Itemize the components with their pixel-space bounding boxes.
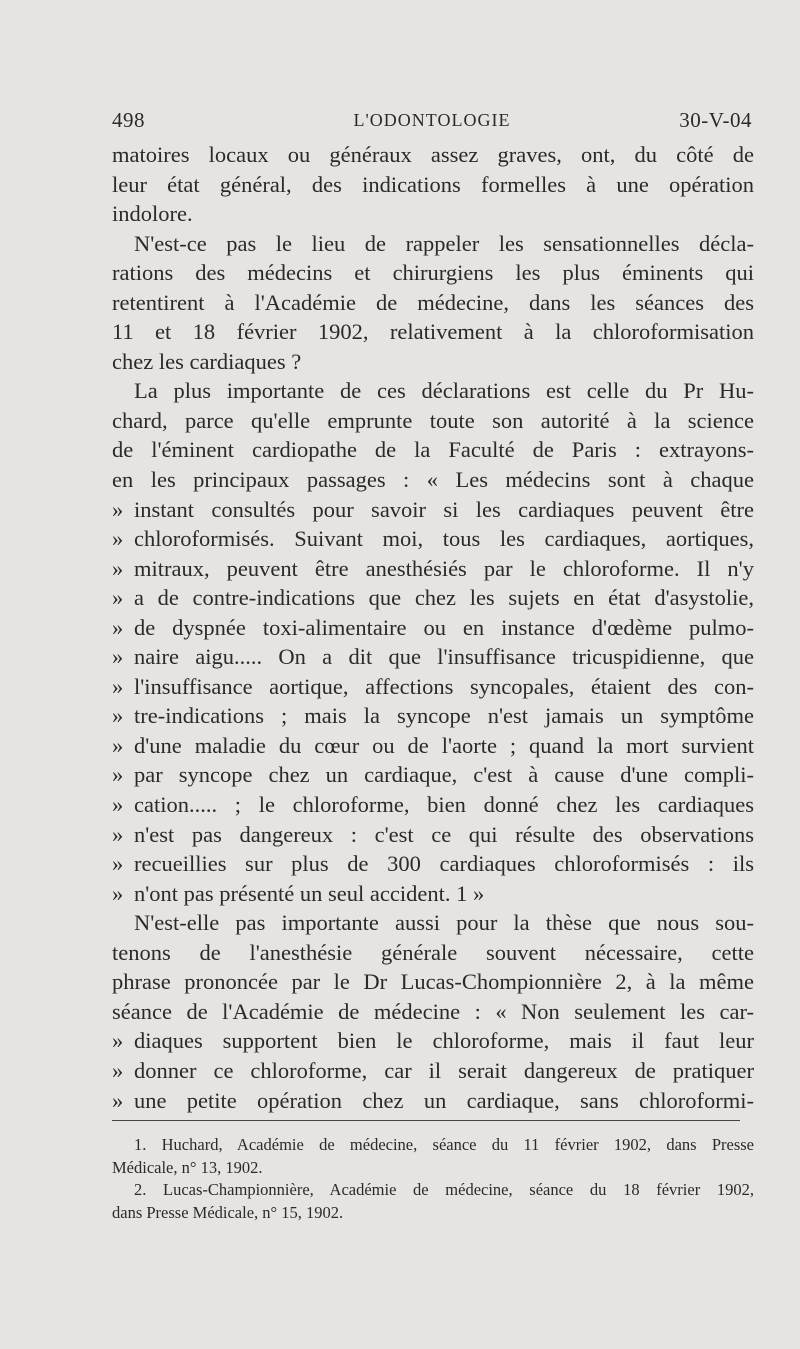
text-line: matoires locaux ou généraux assez graves, ont, du côté de — [112, 142, 754, 167]
quote-text: instant consultés pour savoir si les cardiaques peuvent être — [134, 496, 754, 522]
text-line: indolore. — [112, 201, 193, 227]
quote-mark: » — [112, 526, 124, 552]
text-line: N'est-elle pas importante aussi pour la thèse que nous sou- — [134, 910, 754, 936]
quote-line — [112, 849, 754, 879]
quote-mark: » — [112, 1028, 124, 1054]
footnote-line: 1. Huchard, Académie de médecine, séance du 11 février 1902, dans Presse — [134, 1135, 754, 1154]
quote-mark: » — [112, 703, 124, 729]
quote-line — [112, 1086, 754, 1116]
journal-title: L'ODONTOLOGIE — [353, 110, 511, 130]
quote-text: une petite opération chez un cardiaque, sans chloroformi- — [134, 1087, 754, 1113]
text-line: phrase prononcée par le Dr Lucas-Chompionnière 2, à la même — [112, 969, 754, 995]
quote-line — [112, 820, 754, 850]
quote-mark: » — [112, 496, 124, 522]
quote-line — [112, 731, 754, 761]
text-line: chard, parce qu'elle emprunte toute son autorité à la science — [112, 407, 754, 433]
quote-text: d'une maladie du cœur ou de l'aorte ; quand la mort survient — [134, 732, 754, 758]
text-line: 11 et 18 février 1902, relativement à la chloroformisation — [112, 319, 754, 345]
quote-line — [112, 642, 754, 672]
quote-mark: » — [112, 644, 124, 670]
issue-date: 30-V-04 — [679, 108, 752, 132]
quote-text: a de contre-indications que chez les sujets en état d'asystolie, — [134, 585, 754, 611]
text-line: séance de l'Académie de médecine : « Non seulement les car- — [112, 998, 754, 1024]
quote-text: n'ont pas présenté un seul accident. 1 » — [134, 880, 485, 906]
quote-mark: » — [112, 555, 124, 581]
quote-line — [112, 790, 754, 820]
quote-mark: » — [112, 732, 124, 758]
quote-mark: » — [112, 1087, 124, 1113]
quote-mark: » — [112, 880, 124, 906]
quote-text: mitraux, peuvent être anesthésiés par le chloroforme. Il n'y — [134, 555, 754, 581]
footnotes — [112, 1134, 754, 1224]
text-line: N'est-ce pas le lieu de rappeler les sensationnelles décla- — [134, 230, 754, 256]
quote-text: diaques supportent bien le chloroforme, mais il faut leur — [134, 1028, 754, 1054]
quote-text: recueillies sur plus de 300 cardiaques chloroformisés : ils — [134, 851, 754, 877]
quote-text: tre-indications ; mais la syncope n'est jamais un symptôme — [134, 703, 754, 729]
quote-text: n'est pas dangereux : c'est ce qui résulte des observations — [134, 821, 754, 847]
quote-line — [112, 672, 754, 702]
quote-mark: » — [112, 614, 124, 640]
text-line: retentirent à l'Académie de médecine, dans les séances des — [112, 289, 754, 315]
quote-text: donner ce chloroforme, car il serait dangereux de pratiquer — [134, 1057, 754, 1083]
quote-line — [112, 524, 754, 554]
quote-line — [112, 1026, 754, 1056]
quote-mark: » — [112, 673, 124, 699]
quote-text: chloroformisés. Suivant moi, tous les cardiaques, aortiques, — [134, 526, 754, 552]
quote-line — [112, 760, 754, 790]
page-number: 498 — [112, 108, 145, 132]
text-line: en les principaux passages : « Les médecins sont à chaque — [112, 467, 754, 493]
main-text — [112, 140, 754, 1115]
running-header — [112, 108, 752, 138]
footnote-line: dans Presse Médicale, n° 15, 1902. — [112, 1202, 344, 1222]
quote-text: l'insuffisance aortique, affections syncopales, étaient des con- — [134, 673, 754, 699]
quote-text: par syncope chez un cardiaque, c'est à cause d'une compli- — [134, 762, 754, 788]
quote-line — [112, 495, 754, 525]
footnote-separator — [112, 1120, 740, 1121]
quote-mark: » — [112, 585, 124, 611]
quote-line — [112, 583, 754, 613]
quote-line — [112, 554, 754, 584]
quote-line — [112, 701, 754, 731]
quote-text: naire aigu..... On a dit que l'insuffisance tricuspidienne, que — [134, 644, 754, 670]
quote-mark: » — [112, 851, 124, 877]
quote-mark: » — [112, 792, 124, 818]
quote-text: de dyspnée toxi-alimentaire ou en instance d'œdème pulmo- — [134, 614, 754, 640]
text-line: tenons de l'anesthésie générale souvent nécessaire, cette — [112, 939, 754, 965]
text-line: de l'éminent cardiopathe de la Faculté de Paris : extrayons- — [112, 437, 754, 463]
footnote-line: 2. Lucas-Championnière, Académie de médecine, séance du 18 février 1902, — [134, 1180, 754, 1199]
footnote-line: Médicale, n° 13, 1902. — [112, 1157, 263, 1177]
text-line: La plus importante de ces déclarations est celle du Pr Hu- — [134, 378, 754, 404]
quote-mark: » — [112, 1057, 124, 1083]
quote-line — [112, 613, 754, 643]
quote-mark: » — [112, 762, 124, 788]
text-line: rations des médecins et chirurgiens les plus éminents qui — [112, 260, 754, 286]
quote-line — [112, 1056, 754, 1086]
text-line: chez les cardiaques ? — [112, 348, 302, 374]
text-line: leur état général, des indications formelles à une opération — [112, 171, 754, 197]
quote-line — [112, 879, 754, 909]
quote-text: cation..... ; le chloroforme, bien donné chez les cardiaques — [134, 792, 754, 818]
quote-mark: » — [112, 821, 124, 847]
